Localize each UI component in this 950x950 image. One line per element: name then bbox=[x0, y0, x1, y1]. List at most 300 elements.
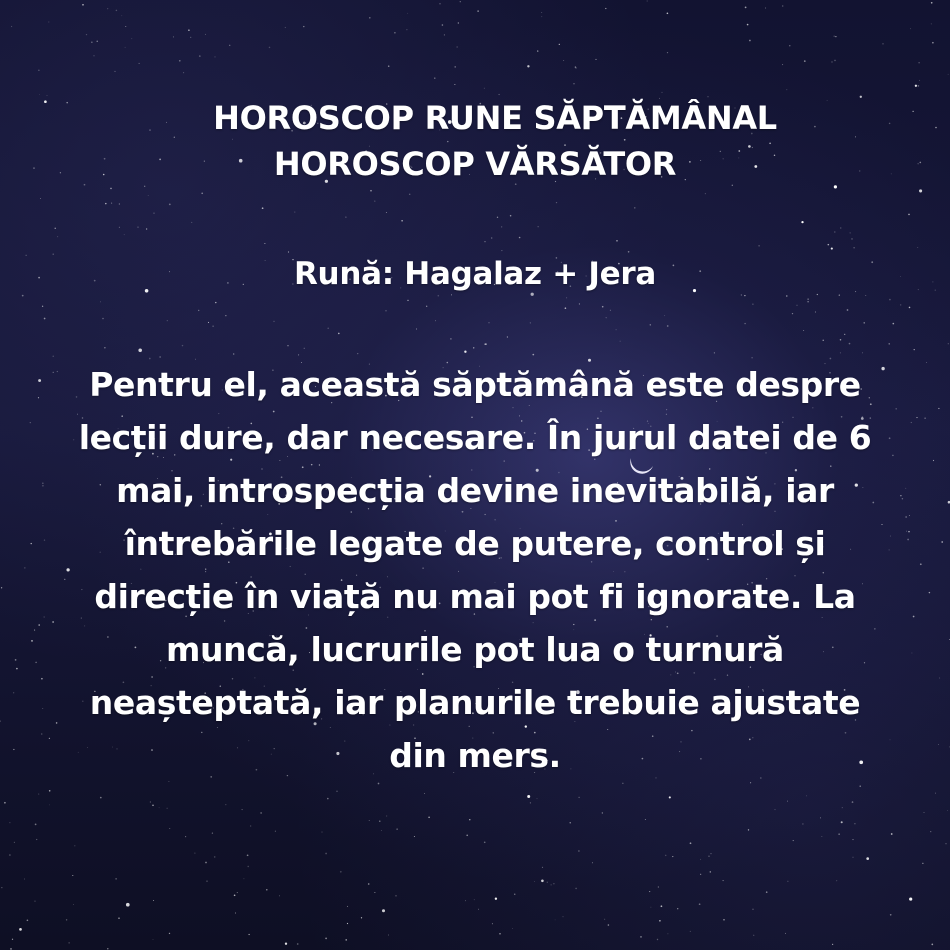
star bbox=[469, 819, 470, 820]
star bbox=[708, 856, 709, 857]
star bbox=[908, 214, 910, 216]
star bbox=[604, 919, 605, 920]
star bbox=[138, 349, 142, 353]
star bbox=[194, 853, 195, 854]
star bbox=[27, 919, 29, 921]
star bbox=[853, 857, 854, 858]
star bbox=[647, 1, 648, 2]
star bbox=[519, 237, 521, 239]
star bbox=[838, 833, 839, 834]
star bbox=[370, 190, 372, 192]
star bbox=[57, 236, 58, 237]
horoscope-body bbox=[40, 358, 910, 782]
star bbox=[273, 321, 274, 322]
star bbox=[42, 306, 43, 307]
star bbox=[792, 313, 793, 314]
star bbox=[930, 831, 931, 832]
star bbox=[285, 27, 286, 28]
star bbox=[100, 797, 102, 799]
star bbox=[188, 29, 190, 31]
star bbox=[466, 835, 468, 837]
star bbox=[347, 906, 348, 907]
star bbox=[215, 56, 216, 57]
star bbox=[260, 812, 261, 813]
star bbox=[542, 867, 543, 868]
star bbox=[119, 227, 120, 228]
star bbox=[104, 347, 105, 348]
star bbox=[669, 796, 671, 798]
star bbox=[820, 817, 821, 818]
star bbox=[807, 298, 808, 299]
star bbox=[797, 305, 798, 306]
star bbox=[616, 240, 618, 242]
star bbox=[866, 857, 869, 860]
star bbox=[237, 892, 238, 893]
star bbox=[935, 793, 936, 794]
star bbox=[833, 36, 834, 37]
title-line-2: HOROSCOP VĂRSĂTOR bbox=[273, 145, 677, 183]
star bbox=[911, 422, 912, 423]
star bbox=[250, 825, 251, 826]
star bbox=[537, 798, 538, 799]
body-line: neașteptată, iar planurile trebuie ajustate bbox=[89, 683, 861, 722]
star bbox=[235, 913, 236, 914]
star bbox=[369, 820, 370, 821]
title-line-1: HOROSCOP RUNE SĂPTĂMÂNAL bbox=[213, 99, 777, 137]
star bbox=[137, 226, 138, 227]
star bbox=[48, 21, 49, 22]
star bbox=[840, 352, 841, 353]
star bbox=[938, 408, 939, 409]
star bbox=[853, 839, 854, 840]
star bbox=[401, 220, 403, 222]
star bbox=[97, 41, 98, 42]
star bbox=[159, 807, 160, 808]
star bbox=[206, 881, 207, 882]
star bbox=[616, 329, 617, 330]
star bbox=[182, 345, 183, 346]
star bbox=[454, 66, 456, 68]
star bbox=[205, 34, 206, 35]
star bbox=[234, 894, 236, 896]
star bbox=[595, 59, 596, 60]
star bbox=[836, 880, 837, 881]
star bbox=[745, 7, 747, 9]
body-line: muncă, lucrurile pot lua o turnură bbox=[166, 630, 784, 669]
star bbox=[677, 908, 678, 909]
star bbox=[831, 248, 833, 250]
star bbox=[44, 318, 46, 320]
star bbox=[785, 933, 786, 934]
star bbox=[556, 202, 557, 203]
body-line: mai, introspecția devine inevitabilă, iar bbox=[116, 471, 834, 510]
star bbox=[115, 71, 116, 72]
star bbox=[948, 343, 949, 344]
star bbox=[787, 881, 788, 882]
star bbox=[793, 840, 794, 841]
star bbox=[340, 871, 342, 873]
star bbox=[102, 318, 104, 320]
star bbox=[381, 830, 382, 831]
star bbox=[747, 24, 749, 26]
star bbox=[248, 934, 249, 935]
star bbox=[450, 338, 452, 340]
star bbox=[31, 640, 33, 642]
star bbox=[667, 325, 669, 327]
star bbox=[538, 226, 539, 227]
star bbox=[215, 302, 216, 303]
star bbox=[931, 2, 933, 4]
star bbox=[578, 850, 580, 852]
star bbox=[662, 92, 663, 93]
star bbox=[801, 221, 803, 223]
star bbox=[850, 232, 851, 233]
star bbox=[553, 883, 554, 884]
star bbox=[243, 878, 244, 879]
star bbox=[169, 828, 170, 829]
star bbox=[474, 899, 475, 900]
star bbox=[396, 828, 397, 829]
star bbox=[854, 823, 855, 824]
star bbox=[922, 863, 923, 864]
star bbox=[602, 812, 603, 813]
body-line: din mers. bbox=[389, 736, 561, 775]
star bbox=[664, 315, 665, 316]
star bbox=[442, 24, 444, 26]
star bbox=[700, 874, 701, 875]
star bbox=[840, 339, 842, 341]
star bbox=[750, 782, 751, 783]
star bbox=[575, 888, 577, 890]
star bbox=[659, 920, 661, 922]
star bbox=[672, 856, 673, 857]
star bbox=[115, 878, 116, 879]
star bbox=[510, 215, 512, 217]
star bbox=[782, 64, 783, 65]
star bbox=[39, 94, 40, 95]
star bbox=[860, 786, 861, 787]
star bbox=[47, 95, 48, 96]
star bbox=[169, 933, 170, 934]
star bbox=[787, 801, 788, 802]
star bbox=[537, 50, 538, 51]
star bbox=[55, 228, 56, 229]
star bbox=[167, 320, 168, 321]
star bbox=[374, 201, 375, 202]
star bbox=[9, 822, 10, 823]
star bbox=[1, 887, 2, 888]
star bbox=[507, 336, 508, 337]
star bbox=[744, 323, 745, 324]
star bbox=[774, 809, 775, 810]
star bbox=[35, 662, 37, 664]
star bbox=[24, 879, 25, 880]
star bbox=[38, 794, 39, 795]
star bbox=[266, 889, 268, 891]
star bbox=[919, 189, 922, 192]
star bbox=[920, 563, 922, 565]
star bbox=[657, 939, 658, 940]
star bbox=[822, 836, 823, 837]
star bbox=[931, 944, 933, 946]
star bbox=[650, 907, 651, 908]
star bbox=[931, 23, 932, 24]
star bbox=[667, 52, 668, 53]
star bbox=[409, 194, 410, 195]
star bbox=[1, 587, 2, 588]
star bbox=[465, 900, 466, 901]
star bbox=[262, 207, 264, 209]
star bbox=[116, 10, 118, 12]
star bbox=[909, 898, 912, 901]
star bbox=[918, 85, 920, 87]
star bbox=[501, 226, 502, 227]
star bbox=[347, 923, 348, 924]
star bbox=[606, 317, 607, 318]
star bbox=[935, 127, 937, 129]
star bbox=[13, 693, 14, 694]
star bbox=[24, 567, 25, 568]
star bbox=[924, 418, 925, 419]
star bbox=[173, 36, 174, 37]
star bbox=[264, 243, 265, 244]
star bbox=[107, 8, 108, 9]
star bbox=[786, 89, 787, 90]
star bbox=[527, 65, 529, 67]
star bbox=[532, 354, 534, 356]
star bbox=[938, 744, 939, 745]
star bbox=[488, 322, 489, 323]
star bbox=[86, 34, 87, 35]
star bbox=[658, 886, 659, 887]
star bbox=[495, 898, 497, 900]
star bbox=[198, 310, 199, 311]
star bbox=[428, 816, 430, 818]
star bbox=[439, 3, 440, 4]
star bbox=[608, 924, 610, 926]
star bbox=[53, 356, 54, 357]
star bbox=[832, 944, 833, 945]
star bbox=[386, 212, 387, 213]
star bbox=[699, 903, 701, 905]
star bbox=[287, 345, 288, 346]
star bbox=[847, 309, 849, 311]
star bbox=[214, 856, 216, 858]
star bbox=[434, 77, 435, 78]
star bbox=[932, 42, 934, 44]
star bbox=[407, 13, 408, 14]
star bbox=[563, 60, 564, 61]
star bbox=[304, 348, 305, 349]
star bbox=[368, 883, 370, 885]
star bbox=[891, 833, 893, 835]
star bbox=[844, 334, 845, 335]
star bbox=[153, 212, 155, 214]
star bbox=[806, 796, 807, 797]
star bbox=[749, 40, 751, 42]
star bbox=[385, 310, 387, 312]
star bbox=[212, 832, 213, 833]
star bbox=[915, 85, 917, 87]
star bbox=[547, 882, 548, 883]
body-line: Pentru el, această săptămână este despre bbox=[89, 365, 861, 404]
star bbox=[893, 323, 895, 325]
star bbox=[386, 815, 387, 816]
star bbox=[388, 935, 389, 936]
star bbox=[592, 862, 593, 863]
star bbox=[152, 805, 154, 807]
star bbox=[460, 1, 461, 2]
star bbox=[13, 749, 14, 750]
star bbox=[917, 247, 918, 248]
star bbox=[185, 836, 186, 837]
star bbox=[242, 809, 243, 810]
star bbox=[125, 26, 126, 27]
star bbox=[10, 948, 12, 950]
star bbox=[179, 60, 181, 62]
star bbox=[579, 303, 580, 304]
star bbox=[541, 16, 542, 17]
star bbox=[247, 854, 249, 856]
star bbox=[497, 217, 498, 218]
star bbox=[782, 5, 783, 6]
star bbox=[49, 805, 50, 806]
star bbox=[610, 310, 611, 311]
star bbox=[82, 4, 84, 6]
star bbox=[947, 810, 948, 811]
star bbox=[665, 855, 667, 857]
body-line: direcție în viață nu mai pot fi ignorate. La bbox=[94, 577, 856, 616]
star bbox=[914, 349, 915, 350]
star bbox=[150, 802, 151, 803]
star bbox=[551, 884, 552, 885]
star bbox=[661, 905, 663, 907]
star bbox=[748, 829, 749, 830]
star bbox=[946, 843, 947, 844]
star bbox=[394, 32, 396, 34]
star bbox=[766, 891, 768, 893]
star bbox=[530, 802, 531, 803]
star bbox=[34, 900, 35, 901]
star bbox=[44, 100, 47, 103]
star bbox=[303, 26, 304, 27]
star bbox=[924, 812, 925, 813]
star bbox=[714, 352, 715, 353]
star bbox=[388, 65, 390, 67]
star bbox=[126, 903, 130, 907]
star bbox=[530, 322, 531, 323]
star bbox=[34, 630, 35, 631]
star bbox=[889, 299, 891, 301]
star bbox=[834, 231, 835, 232]
star bbox=[75, 846, 76, 847]
star bbox=[16, 668, 18, 670]
star bbox=[269, 47, 271, 49]
star bbox=[191, 222, 192, 223]
star bbox=[131, 38, 132, 39]
star bbox=[849, 343, 851, 345]
star bbox=[700, 859, 701, 860]
star bbox=[369, 17, 371, 19]
star bbox=[110, 188, 112, 190]
star bbox=[852, 801, 854, 803]
star bbox=[910, 28, 911, 29]
star bbox=[395, 895, 397, 897]
star bbox=[491, 237, 492, 238]
star bbox=[153, 900, 154, 901]
star bbox=[458, 22, 459, 23]
star bbox=[842, 807, 843, 808]
star bbox=[499, 933, 501, 935]
star bbox=[169, 204, 171, 206]
star bbox=[926, 362, 927, 363]
star bbox=[374, 892, 375, 893]
star bbox=[883, 43, 884, 44]
star bbox=[327, 798, 329, 800]
star bbox=[325, 938, 327, 940]
star bbox=[336, 791, 337, 792]
star bbox=[379, 821, 380, 822]
star bbox=[752, 304, 753, 305]
star bbox=[804, 60, 806, 62]
star bbox=[190, 37, 191, 38]
star bbox=[933, 460, 934, 461]
star bbox=[327, 328, 329, 330]
star bbox=[723, 880, 724, 881]
star bbox=[325, 853, 327, 855]
star bbox=[828, 244, 830, 246]
star bbox=[862, 353, 863, 354]
star bbox=[322, 832, 323, 833]
star bbox=[911, 653, 912, 654]
star bbox=[831, 61, 832, 62]
star bbox=[570, 822, 571, 823]
star bbox=[105, 203, 106, 204]
body-line: întrebările legate de putere, control și bbox=[124, 524, 826, 563]
star bbox=[72, 875, 73, 876]
star bbox=[382, 909, 385, 912]
star bbox=[803, 330, 804, 331]
star bbox=[38, 70, 39, 71]
star bbox=[345, 939, 347, 941]
star bbox=[823, 340, 824, 341]
rune-line: Rună: Hagalaz + Jera bbox=[293, 256, 656, 292]
star bbox=[622, 783, 623, 784]
star bbox=[534, 881, 535, 882]
star bbox=[492, 923, 493, 924]
star bbox=[473, 347, 474, 348]
star bbox=[667, 12, 669, 14]
star bbox=[840, 227, 841, 228]
star bbox=[107, 948, 108, 949]
star bbox=[541, 880, 544, 883]
star bbox=[15, 659, 17, 661]
star bbox=[919, 80, 920, 81]
star bbox=[233, 353, 234, 354]
star bbox=[789, 45, 790, 46]
star bbox=[444, 34, 445, 35]
star bbox=[939, 677, 940, 678]
star bbox=[559, 44, 560, 45]
star bbox=[563, 916, 564, 917]
star bbox=[424, 793, 425, 794]
star bbox=[478, 909, 479, 910]
star bbox=[407, 300, 408, 301]
star bbox=[40, 198, 41, 199]
star bbox=[248, 866, 249, 867]
star bbox=[435, 320, 436, 321]
star bbox=[501, 250, 502, 251]
